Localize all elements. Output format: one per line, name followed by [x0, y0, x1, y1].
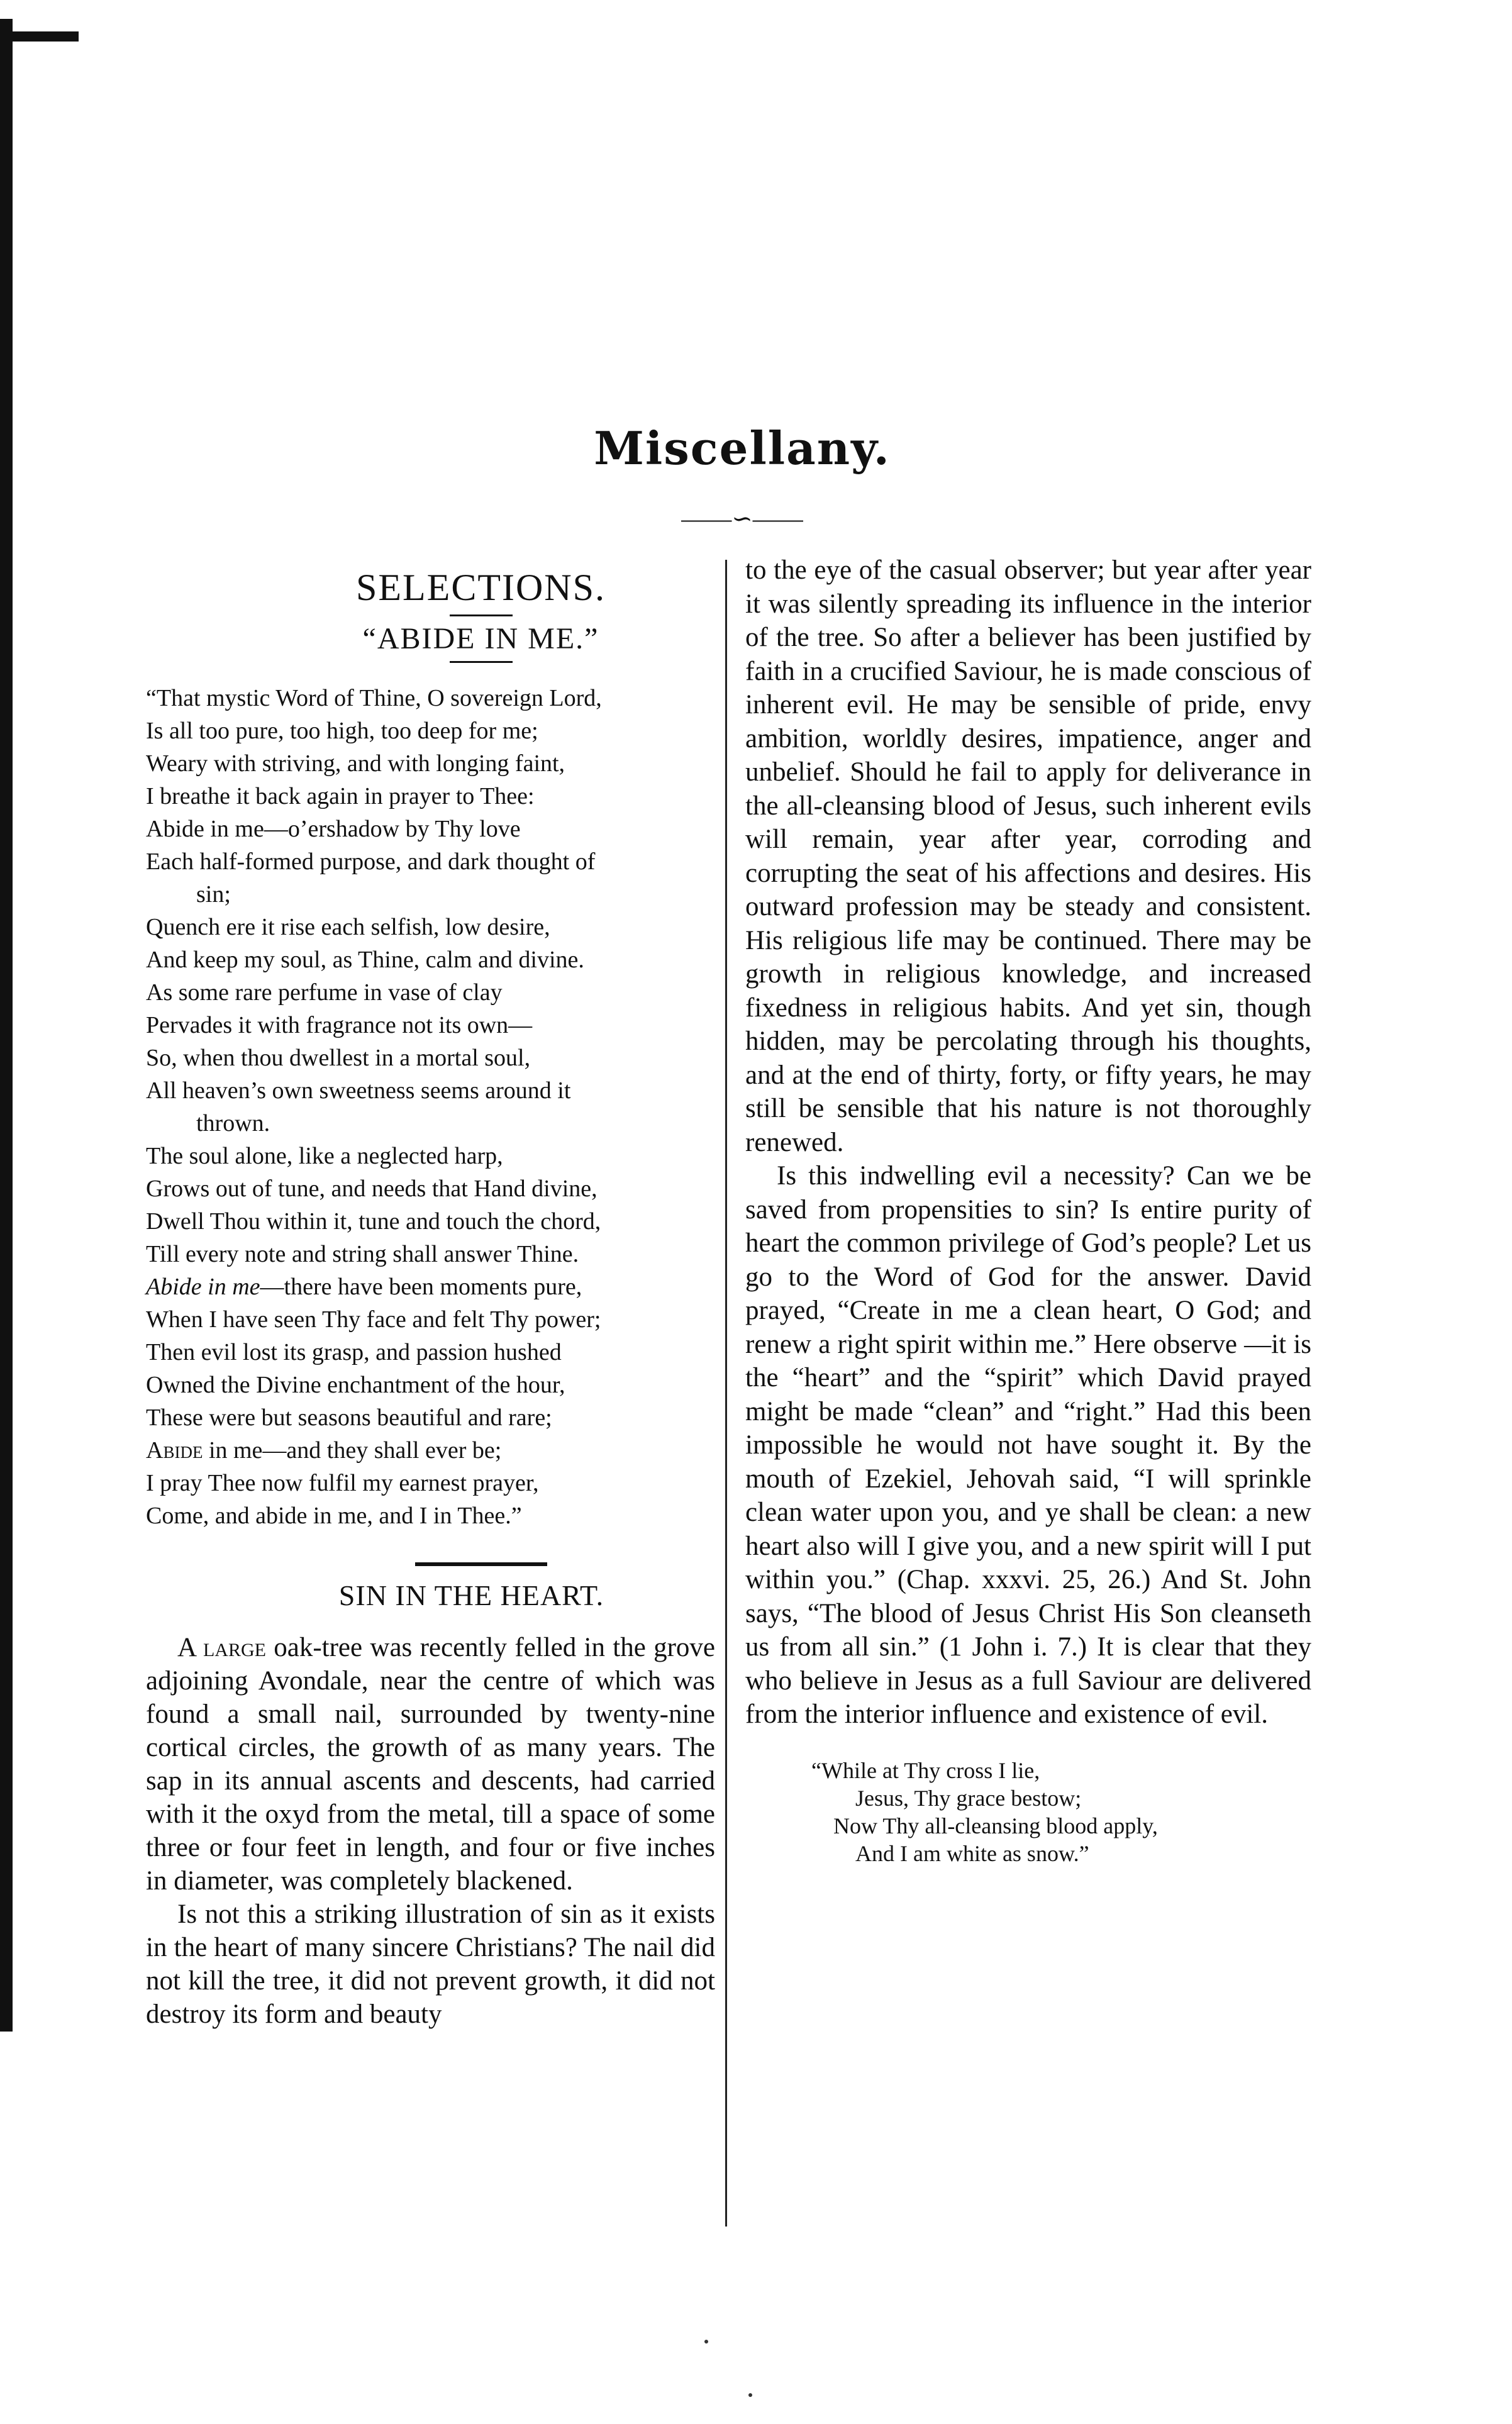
poem-line	[146, 1434, 715, 1467]
poem-line: Is all too pure, too high, too deep for me;	[146, 718, 538, 744]
binding-edge-horizontal	[0, 31, 79, 42]
verse-line: Jesus, Thy grace bestow;	[855, 1785, 1082, 1811]
poem-line: thrown.	[196, 1110, 270, 1137]
poem-line: I breathe it back again in prayer to Thee:	[146, 783, 535, 809]
verse-line: And I am white as snow.”	[855, 1840, 1089, 1866]
right-column	[745, 553, 1311, 1867]
binding-edge-vertical	[0, 19, 13, 2032]
masthead-ornament: ——∽——	[681, 504, 803, 533]
poem-line-rest: in me—and they shall ever be;	[203, 1437, 502, 1464]
poem-line: Grows out of tune, and needs that Hand divine,	[146, 1176, 598, 1202]
lead-word: A large	[177, 1633, 266, 1662]
poem-italic-phrase: Abide in me	[146, 1274, 260, 1300]
poem-line: The soul alone, like a neglected harp,	[146, 1143, 503, 1169]
poem-line: Pervades it with fragrance not its own—	[146, 1012, 533, 1038]
poem-line: sin;	[196, 881, 231, 908]
poem-line: Then evil lost its grasp, and passion hushed	[146, 1339, 562, 1365]
closing-verse	[745, 1757, 1311, 1867]
poem-line: So, when thou dwellest in a mortal soul,	[146, 1045, 531, 1071]
poem-line: Abide in me—o’ershadow by Thy love	[146, 816, 521, 842]
print-speck	[748, 2393, 752, 2397]
poem-line: Come, and abide in me, and I in Thee.”	[146, 1503, 522, 1529]
poem-line: Weary with striving, and with longing faint,	[146, 750, 565, 777]
short-rule	[450, 614, 513, 616]
poem-line: These were but seasons beautiful and rare;	[146, 1404, 552, 1431]
poem-line: “That mystic Word of Thine, O sovereign Lord,	[146, 685, 602, 711]
poem-line: Each half-formed purpose, and dark thought of	[146, 848, 596, 875]
short-rule	[450, 661, 513, 663]
poem-line	[146, 1270, 715, 1303]
poem-line: When I have seen Thy face and felt Thy power;	[146, 1306, 601, 1333]
verse-line: Now Thy all-cleansing blood apply,	[833, 1813, 1158, 1838]
section-divider	[415, 1562, 547, 1566]
left-column	[146, 553, 715, 2031]
poem-smallcaps-word: Abide	[146, 1437, 203, 1464]
poem-line: All heaven’s own sweetness seems around it	[146, 1077, 571, 1104]
paragraph-text: oak-tree was recently felled in the grove adjoining Avondale, near the centre of which was found a small nail, surrounded by twenty-nine cortical circles, the growth of as many years. The sap in its annual ascents and descents, had carried with it the oxyd from the metal, till a space of some three or four feet in length, and four or five inches in diameter, was completely blackened.	[146, 1633, 715, 1896]
poem-line: Quench ere it rise each selfish, low desire,	[146, 914, 550, 940]
poem-line: Till every note and string shall answer Thine.	[146, 1241, 579, 1267]
poem	[146, 682, 715, 1532]
poem-line: I pray Thee now fulfil my earnest prayer,	[146, 1470, 539, 1496]
verse-line: “While at Thy cross I lie,	[811, 1757, 1040, 1783]
column-divider	[725, 560, 727, 2227]
poem-line: As some rare perfume in vase of clay	[146, 979, 503, 1006]
article-paragraph: to the eye of the casual observer; but year after year it was silently spreading its influence in the interior of the tree. So after a believer has been justified by faith in a crucified Saviour, he is made conscious of inherent evil. He may be sensible of pride, envy ambition, worldly desires, impatience, anger and unbelief. Should he fail to apply for deliverance in the all-cleansing blood of Jesus, such inherent evils will remain, year after year, corroding and corrupting the seat of his affections and desires. His outward profession may be steady and consistent. His religious life may be continued. There may be growth in religious knowledge, and increased fixedness in religious habits. And yet sin, though hidden, may be percolating through his thoughts, and at the end of thirty, forty, or fifty years, he may still be sensible that his nature is not thoroughly renewed.	[745, 555, 1311, 1157]
poem-line: Owned the Divine enchantment of the hour,	[146, 1372, 565, 1398]
poem-line-rest: —there have been moments pure,	[260, 1274, 582, 1300]
section-heading: SELECTIONS.	[356, 567, 606, 608]
poem-line: Dwell Thou within it, tune and touch the chord,	[146, 1208, 601, 1235]
print-speck	[704, 2340, 708, 2343]
page-masthead: Miscellany.	[594, 421, 891, 475]
article-paragraph: Is this indwelling evil a necessity? Can we be saved from propensities to sin? Is entire purity of heart the common privilege of God’s people? Let us go to the Word of God for the answer. David prayed, “Create in me a clean heart, O God; and renew a right spirit within me.” Here observe —it is the “heart” and the “spirit” which David prayed might be made “clean” and “right.” Had this been impossible he would not have sought it. By the mouth of Ezekiel, Jehovah said, “I will sprinkle clean water upon you, and ye shall be clean: a new heart also will I give you, and a new spirit will I put within you.” (Chap. xxxvi. 25, 26.) And St. John says, “The blood of Jesus Christ His Son cleanseth us from all sin.” (1 John i. 7.) It is clear that they who believe in Jesus as a full Saviour are delivered from the interior influence and existence of evil.	[745, 1161, 1311, 1729]
article-paragraph: Is not this a striking illustration of sin as it exists in the heart of many sincere Christians? The nail did not kill the tree, it did not prevent growth, it did not destroy its form and beauty	[146, 1899, 715, 2029]
article-heading: SIN IN THE HEART.	[338, 1579, 604, 1611]
poem-line: And keep my soul, as Thine, calm and divine.	[146, 947, 584, 973]
poem-title: “ABIDE IN ME.”	[362, 622, 599, 655]
article-paragraph	[146, 1631, 715, 1898]
